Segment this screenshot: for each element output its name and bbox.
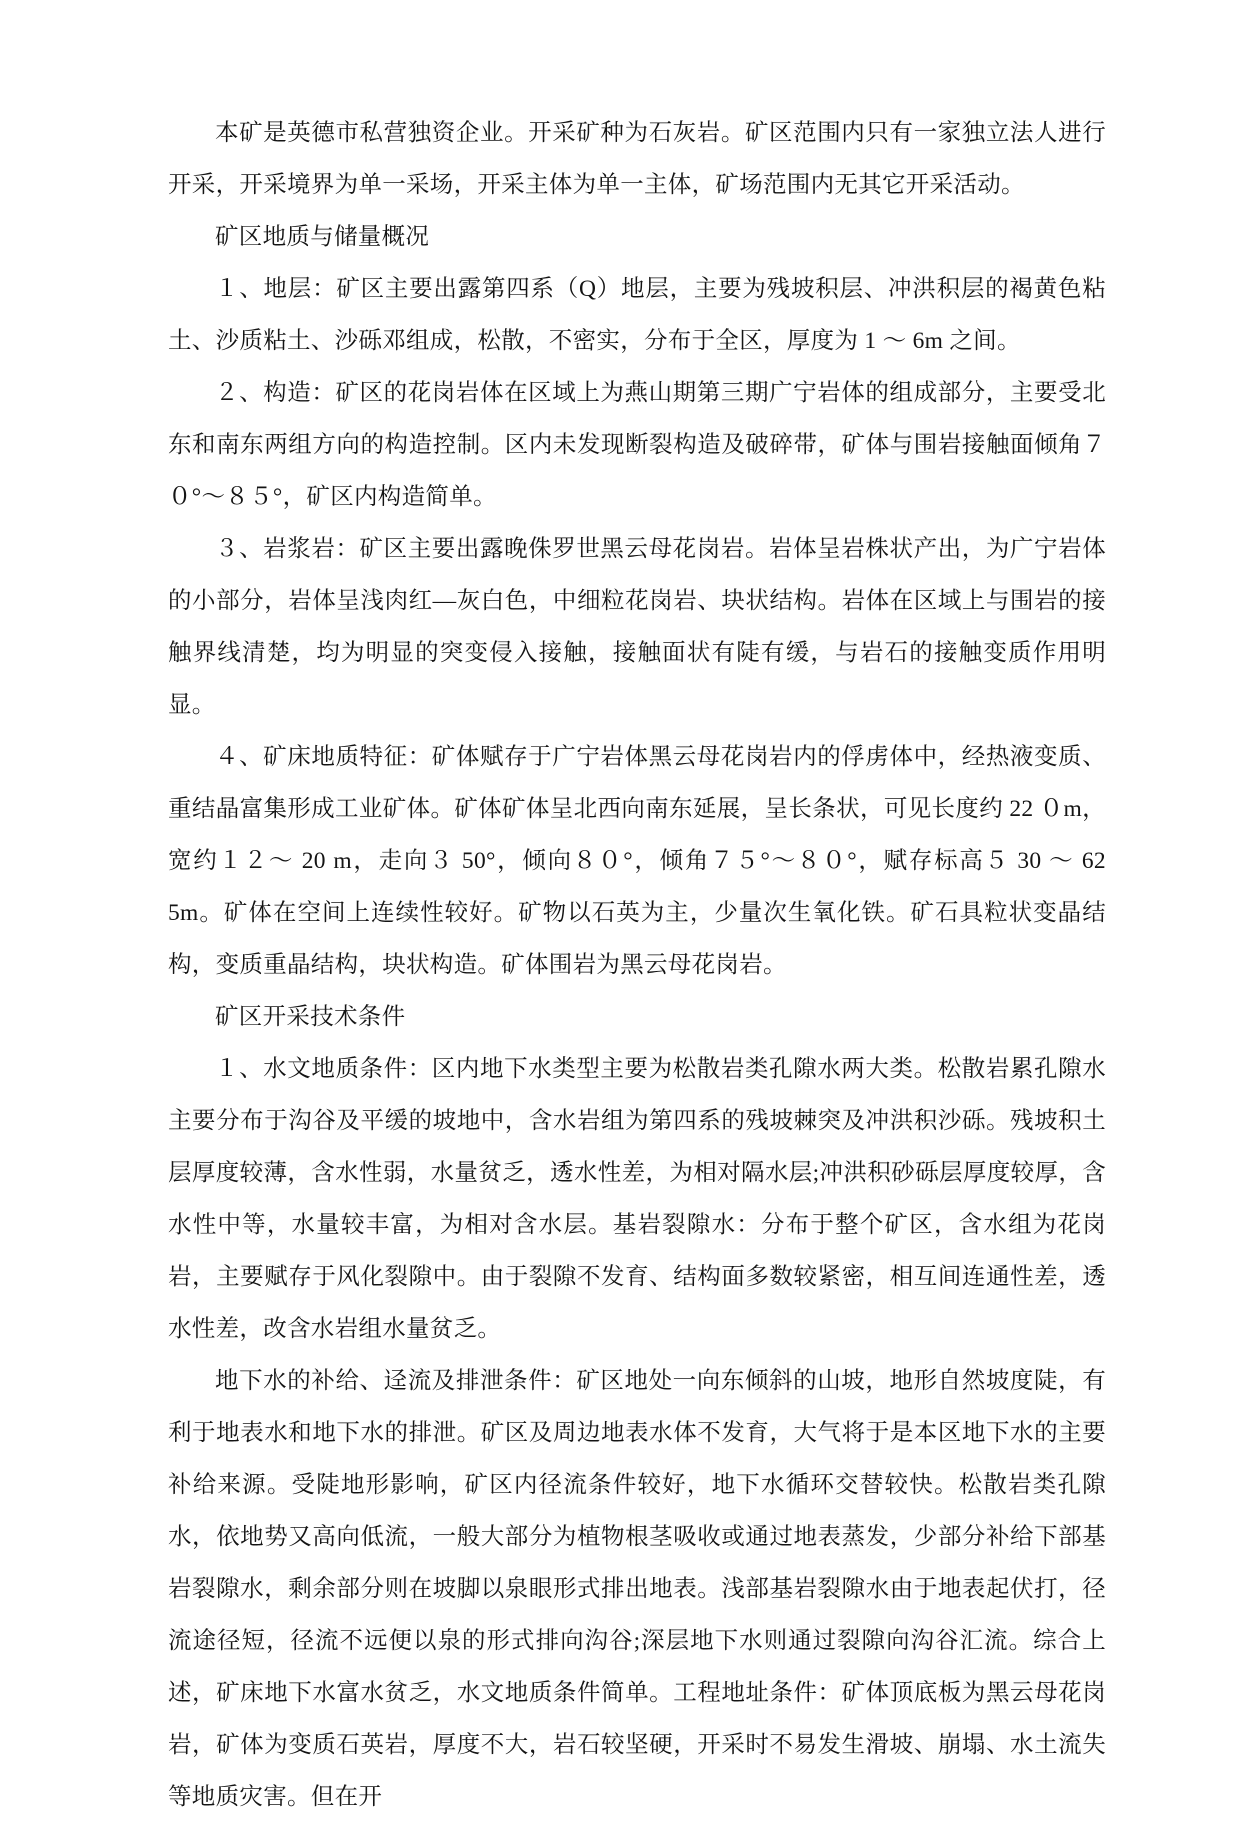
body-paragraph: 地下水的补给、迳流及排泄条件：矿区地处一向东倾斜的山坡，地形自然坡度陡，有利于地表水和地下水的排泄。矿区及周边地表水体不发育，大气将于是本区地下水的主要补给来源。受陡地形影响，矿区内径流条件较好，地下水循环交替较快。松散岩类孔隙水，依地势又高向低流，一般大部分为植物根茎吸收或通过地表蒸发，少部分补给下部基岩裂隙水，剩余部分则在坡脚以泉眼形式排出地表。浅部基岩裂隙水由于地表起伏打，径流途径短，径流不远便以泉的形式排向沟谷;深层地下水则通过裂隙向沟谷汇流。综合上述，矿床地下水富水贫乏，水文地质条件简单。工程地址条件：矿体顶底板为黑云母花岗岩，矿体为变质石英岩，厚度不大，岩石较坚硬，开采时不易发生滑坡、崩塌、水土流失等地质灾害。但在开	[168, 1368, 1106, 1810]
body-paragraph: １、地层：矿区主要出露第四系（Q）地层，主要为残坡积层、冲洪积层的褐黄色粘土、沙质粘土、沙砾邓组成，松散，不密实，分布于全区，厚度为 1 ～ 6m 之间。	[168, 276, 1106, 354]
body-paragraph: ４、矿床地质特征：矿体赋存于广宁岩体黑云母花岗岩内的俘虏体中，经热液变质、重结晶富集形成工业矿体。矿体矿体呈北西向南东延展，呈长条状，可见长度约 22 ０m，宽约１２～ 20 m，走向３ 50°，倾向８０°，倾角７５°～８０°，赋存标高５ 30 ～ 62 5m。矿体在空间上连续性较好。矿物以石英为主，少量次生氧化铁。矿石具粒状变晶结构，变质重晶结构，块状构造。矿体围岩为黑云母花岗岩。	[168, 744, 1106, 978]
document-page	[168, 107, 1106, 1823]
section-heading: 矿区地质与储量概况	[215, 224, 430, 250]
body-paragraph: ３、岩浆岩：矿区主要出露晚侏罗世黑云母花岗岩。岩体呈岩株状产出，为广宁岩体的小部分，岩体呈浅肉红—灰白色，中细粒花岗岩、块状结构。岩体在区域上与围岩的接触界线清楚，均为明显的突变侵入接触，接触面状有陡有缓，与岩石的接触变质作用明显。	[168, 536, 1106, 718]
body-paragraph: ２、构造：矿区的花岗岩体在区域上为燕山期第三期广宁岩体的组成部分，主要受北东和南东两组方向的构造控制。区内未发现断裂构造及破碎带，矿体与围岩接触面倾角７０°～８５°，矿区内构造简单。	[168, 380, 1106, 510]
section-heading: 矿区开采技术条件	[215, 1004, 406, 1030]
body-paragraph: 本矿是英德市私营独资企业。开采矿种为石灰岩。矿区范围内只有一家独立法人进行开采，开采境界为单一采场，开采主体为单一主体，矿场范围内无其它开采活动。	[168, 120, 1106, 198]
body-paragraph: １、水文地质条件：区内地下水类型主要为松散岩类孔隙水两大类。松散岩累孔隙水主要分布于沟谷及平缓的坡地中，含水岩组为第四系的残坡棘突及冲洪积沙砾。残坡积土层厚度较薄，含水性弱，水量贫乏，透水性差，为相对隔水层;冲洪积砂砾层厚度较厚，含水性中等，水量较丰富，为相对含水层。基岩裂隙水：分布于整个矿区，含水组为花岗岩，主要赋存于风化裂隙中。由于裂隙不发育、结构面多数较紧密，相互间连通性差，透水性差，改含水岩组水量贫乏。	[168, 1056, 1106, 1342]
